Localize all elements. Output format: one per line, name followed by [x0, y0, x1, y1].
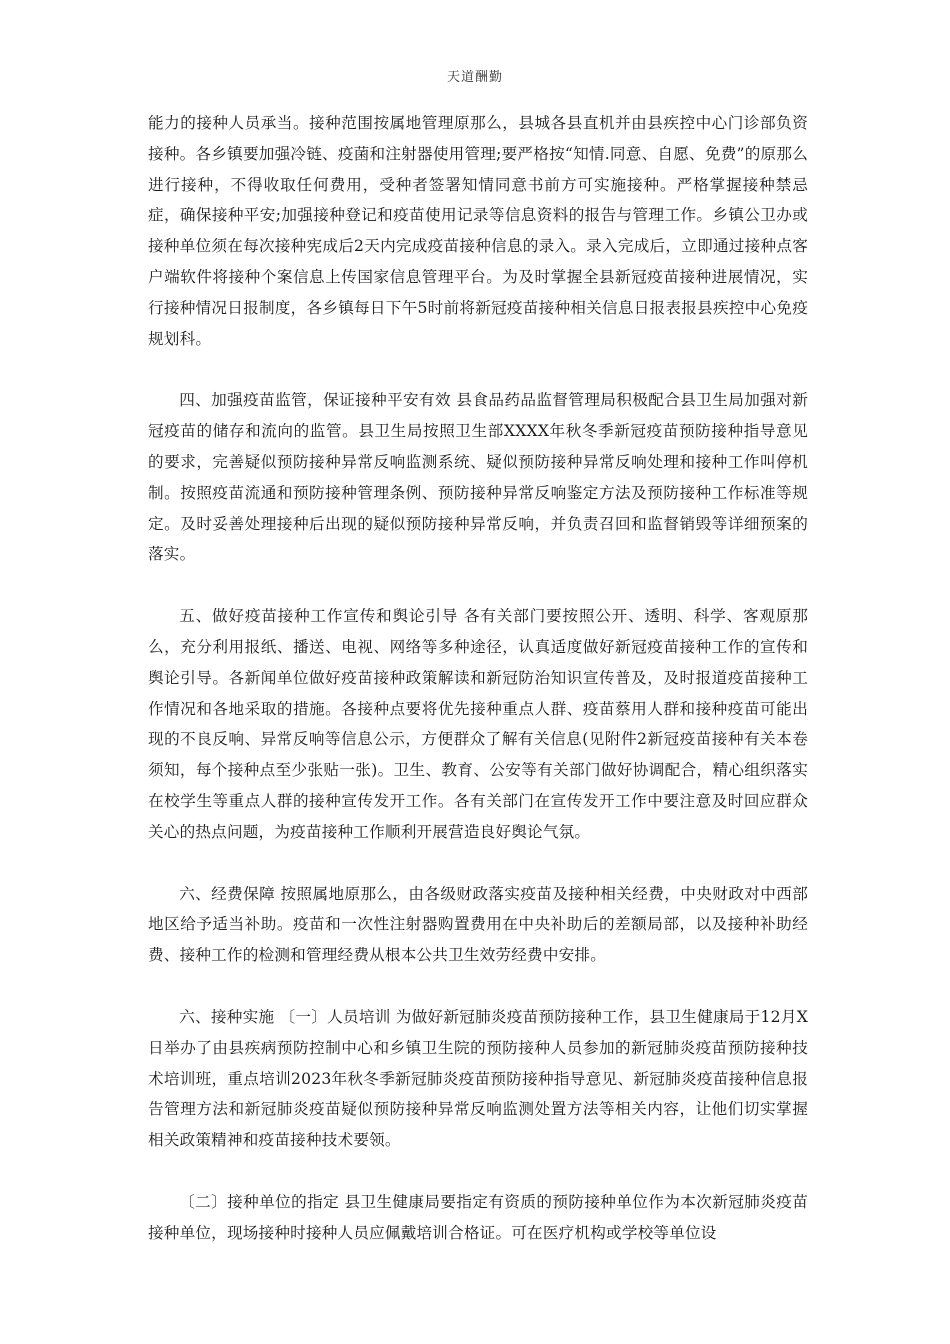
paragraph-publicity: 五、做好疫苗接种工作宣传和舆论引导 各有关部门要按照公开、透明、科学、客观原那么，充分利用报纸、播送、电视、网络等多种途径，认真适度做好新冠疫苗接种工作的宣传和舆论引导。各新闻单位做好疫苗接种政策解读和新冠防治知识宣传普及，及时报道疫苗接种工作情况和各地采取的措施。各接种点要将优先接种重点人群、疫苗蔡用人群和接种疫苗可能出现的不良反响、异常反响等信息公示，方便群众了解有关信息(见附件2新冠疫苗接种有关本卷须知，每个接种点至少张贴一张)。卫生、教育、公安等有关部门做好协调配合，精心组织落实在校学生等重点人群的接种宣传发开工作。各有关部门在宣传发开工作中要注意及时回应群众关心的热点问题，为疫苗接种工作顺利开展营造良好舆论气氛。 [148, 607, 808, 841]
paragraph-funding: 六、经费保障 按照属地原那么，由各级财政落实疫苗及接种相关经费，中央财政对中西部地区给予适当补助。疫苗和一次性注射器购置费用在中央补助后的差额局部，以及接种补助经费、接种工作的检测和管理经费从根本公共卫生效劳经费中安排。 [148, 884, 808, 965]
page-header: 天道酬勤 [446, 70, 503, 85]
paragraph-designated-units: 〔二〕接种单位的指定 县卫生健康局要指定有资质的预防接种单位作为本次新冠肺炎疫苗接种单位，现场接种时接种人员应佩戴培训合格证。可在医疗机构或学校等单位设 [148, 1192, 808, 1242]
paragraph-vaccine-supervision: 四、加强疫苗监管，保证接种平安有效 县食品药品监督管理局积极配合县卫生局加强对新冠疫苗的储存和流向的监管。县卫生局按照卫生部XXXX年秋冬季新冠疫苗预防接种指导意见的要求，完善疑似预防接种异常反响监测系统、疑似预防接种异常反响处理和接种工作叫停机制。按照疫苗流通和预防接种管理条例、预防接种异常反响鉴定方法及预防接种工作标准等规定。及时妥善处理接种后出现的疑似预防接种异常反响，并负责召回和监督销毁等详细预案的落实。 [148, 391, 808, 564]
paragraph-implementation: 六、接种实施 〔一〕人员培训 为做好新冠肺炎疫苗预防接种工作，县卫生健康局于12月X日举办了由县疾病预防控制中心和乡镇卫生院的预防接种人员参加的新冠肺炎疫苗预防接种技术培训班，重点培训2023年秋冬季新冠肺炎疫苗预防接种指导意见、新冠肺炎疫苗接种信息报告管理方法和新冠肺炎疫苗疑似预防接种异常反响监测处置方法等相关内容，让他们切实掌握相关政策精神和疫苗接种技术要领。 [148, 1007, 808, 1150]
paragraph-continuation: 能力的接种人员承当。接种范围按属地管理原那么，县城各县直机并由县疾控中心门诊部负资接种。各乡镇要加强冷链、疫菌和注射器使用管理;要严格按“知情.同意、自愿、免费”的原那么进行接种，不得收取任何费用，受种者签署知情同意书前方可实施接种。严格掌握接种禁忌症，确保接种平安;加强接种登记和疫苗使用记录等信息资料的报告与管理工作。乡镇公卫办或接种单位须在每次接种宪成后2天内完成疫苗接种信息的录入。录入完成后，立即通过接种点客户端软件将接种个案信息上传国家信息管理平台。为及时掌握全县新冠疫苗接种进展情况，实行接种情况日报制度，各乡镇每日下午5时前将新冠疫苗接种相关信息日报表报县疾控中心免疫规划科。 [148, 114, 808, 348]
document-body [148, 108, 808, 1249]
